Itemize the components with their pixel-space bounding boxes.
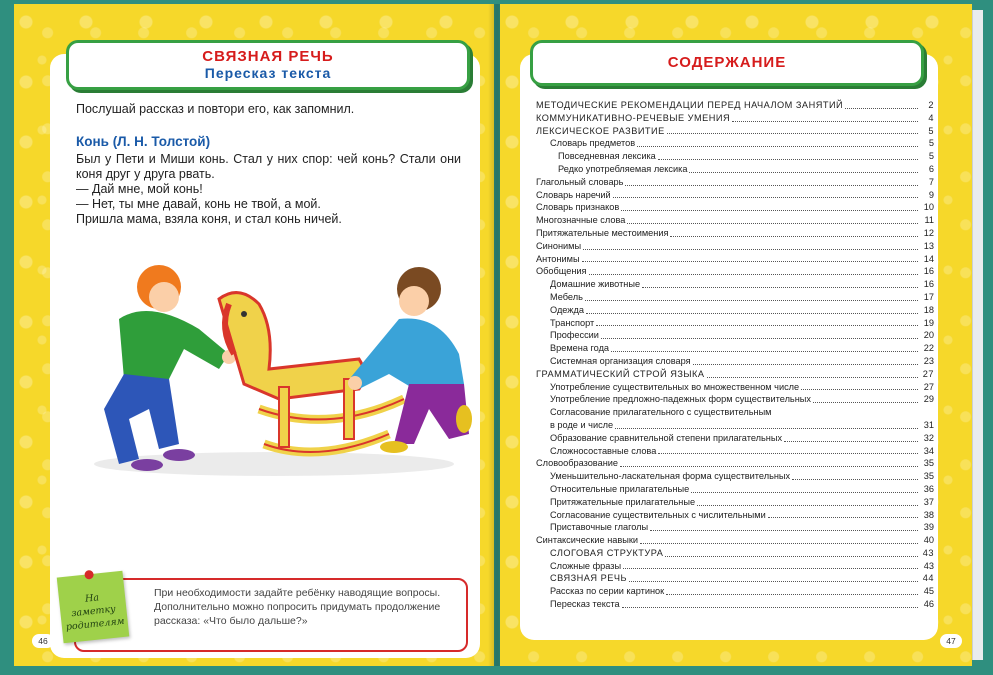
toc-entry [536, 368, 934, 381]
toc-leader-dots [693, 364, 918, 365]
toc-entry-label: Повседневная лексика [558, 151, 656, 162]
toc-entry-page: 6 [928, 163, 934, 174]
sticky-note-label [57, 571, 130, 644]
toc-leader-dots [585, 300, 918, 301]
toc-entry-label: Домашние животные [550, 279, 641, 290]
toc-entry-label: Словарь признаков [536, 202, 620, 213]
toc-entry-label: Согласование прилагательного с существительным [550, 407, 772, 418]
toc-entry [536, 240, 934, 253]
toc-entry [536, 534, 934, 547]
toc-entry-label: Синтаксические навыки [536, 535, 639, 546]
story-title: Конь (Л. Н. Толстой) [76, 134, 211, 149]
toc-entry [536, 291, 934, 304]
toc-entry [536, 150, 934, 163]
toc-entry-label: Пересказ текста [550, 599, 620, 610]
toc-entry [536, 509, 934, 522]
toc-entry [536, 214, 934, 227]
toc-entry [536, 112, 934, 125]
toc-entry-label: Притяжательные прилагательные [550, 496, 696, 507]
page-number-right: 47 [940, 634, 962, 648]
toc-leader-dots [792, 479, 918, 480]
right-page-header [530, 40, 924, 86]
toc-entry-label: Согласование существительных с числительными [550, 509, 766, 520]
boy-left-figure [104, 265, 236, 471]
toc-entry-page: 5 [928, 138, 934, 149]
right-page [500, 4, 972, 666]
section-title: СВЯЗНАЯ РЕЧЬ [202, 48, 334, 65]
sticky-note-text: На заметку родителям [65, 592, 126, 633]
toc-leader-dots [801, 389, 918, 390]
toc-entry [536, 304, 934, 317]
toc-entry-page: 31 [923, 419, 934, 430]
toc-entry [536, 381, 934, 394]
toc-leader-dots [637, 146, 918, 147]
story-line: — Нет, ты мне давай, конь не твой, а мой. [76, 197, 321, 211]
toc-leader-dots [784, 441, 918, 442]
toc-entry-page: 18 [923, 304, 934, 315]
toc-entry [536, 419, 934, 432]
toc-leader-dots [621, 210, 918, 211]
toc-leader-dots [589, 274, 918, 275]
toc-entry-label: СЛОГОВАЯ СТРУКТУРА [550, 547, 664, 558]
toc-entry-page: 45 [923, 586, 934, 597]
page-number-left: 46 [32, 634, 54, 648]
toc-entry-page: 37 [923, 496, 934, 507]
toc-entry [536, 406, 934, 419]
toc-entry [536, 329, 934, 342]
story-line: Был у Пети и Миши конь. Стал у них спор: чей конь? Стали они коня друг у друга рвать. [76, 152, 461, 181]
toc-entry-label: Словообразование [536, 458, 619, 469]
toc-entry [536, 189, 934, 202]
toc-entry-page: 17 [923, 291, 934, 302]
toc-entry-page: 27 [923, 381, 934, 392]
toc-leader-dots [658, 453, 918, 454]
toc-entry-label: Уменьшительно-ласкательная форма существительных [550, 471, 791, 482]
toc-leader-dots [611, 351, 918, 352]
story-line: — Дай мне, мой конь! [76, 182, 203, 196]
left-page-header [66, 40, 470, 90]
toc-entry-page: 19 [923, 317, 934, 328]
toc-entry [536, 521, 934, 534]
toc-entry [536, 445, 934, 458]
left-page [14, 4, 494, 666]
toc-entry [536, 227, 934, 240]
toc-leader-dots [650, 530, 918, 531]
toc-entry-page: 5 [928, 125, 934, 136]
toc-leader-dots [586, 313, 918, 314]
toc-entry-label: Употребление существительных во множественном числе [550, 381, 800, 392]
toc-entry-page: 23 [923, 355, 934, 366]
toc-entry-page: 34 [923, 445, 934, 456]
toc-entry-page: 43 [922, 547, 934, 558]
section-subtitle: Пересказ текста [204, 65, 332, 81]
toc-entry-label: Антонимы [536, 253, 580, 264]
toc-entry-label: МЕТОДИЧЕСКИЕ РЕКОМЕНДАЦИИ ПЕРЕД НАЧАЛОМ ЗАНЯТИЙ [536, 100, 844, 110]
story-text [76, 152, 461, 227]
toc-entry-label: в роде и числе [550, 419, 614, 430]
toc-leader-dots [768, 517, 918, 518]
toc-leader-dots [596, 325, 918, 326]
toc-entry-page: 35 [923, 471, 934, 482]
table-of-contents [536, 99, 934, 611]
toc-leader-dots [625, 185, 918, 186]
toc-leader-dots [642, 287, 918, 288]
toc-entry-page: 16 [923, 266, 934, 277]
toc-leader-dots [732, 121, 918, 122]
toc-entry-label: Сложносоставные слова [550, 445, 657, 456]
toc-entry-page: 35 [923, 458, 934, 469]
toc-leader-dots [582, 261, 918, 262]
toc-entry-label: Образование сравнительной степени прилагательных [550, 432, 783, 443]
toc-entry [536, 253, 934, 266]
toc-entry-page: 44 [922, 573, 934, 584]
parents-note-text: При необходимости задайте ребёнку наводящие вопросы. Дополнительно можно попросить придумать продолжение рассказа: «Что было дальше?» [154, 587, 441, 627]
toc-leader-dots [613, 197, 918, 198]
toc-entry [536, 457, 934, 470]
toc-entry-page: 2 [928, 100, 934, 110]
toc-entry-label: Сложные фразы [550, 560, 622, 571]
toc-leader-dots [670, 236, 918, 237]
toc-entry-page: 13 [923, 240, 934, 251]
toc-entry [536, 265, 934, 278]
toc-leader-dots [627, 223, 918, 224]
toc-entry-page: 7 [928, 176, 934, 187]
toc-entry-label: Системная организация словаря [550, 355, 691, 366]
toc-entry-label: Одежда [550, 304, 584, 315]
toc-entry-label: Употребление предложно-падежных форм существительных [550, 394, 811, 405]
toc-entry-label: Глагольный словарь [536, 176, 624, 187]
toc-entry-page: 40 [923, 535, 934, 546]
toc-entry [536, 342, 934, 355]
toc-entry [536, 572, 934, 585]
toc-leader-dots [623, 568, 918, 569]
toc-entry [536, 99, 934, 112]
toc-leader-dots [601, 338, 918, 339]
toc-entry [536, 496, 934, 509]
parents-note-box [74, 578, 468, 652]
toc-entry [536, 483, 934, 496]
toc-entry-label: Транспорт [550, 317, 595, 328]
toc-leader-dots [707, 377, 918, 378]
toc-entry [536, 393, 934, 406]
toc-leader-dots [666, 594, 918, 595]
story-line: Пришла мама, взяла коня, и стал конь ничей. [76, 212, 342, 226]
toc-entry-label: ГРАММАТИЧЕСКИЙ СТРОЙ ЯЗЫКА [536, 368, 705, 379]
page-edges [972, 10, 983, 660]
toc-entry [536, 201, 934, 214]
toc-entry [536, 355, 934, 368]
toc-entry-label: Обобщения [536, 266, 587, 277]
toc-leader-dots [658, 159, 918, 160]
toc-entry [536, 125, 934, 138]
boy-right-figure [348, 267, 472, 453]
toc-entry-page: 12 [923, 227, 934, 238]
toc-entry-label: Словарь предметов [550, 138, 636, 149]
toc-leader-dots [691, 492, 918, 493]
toc-entry [536, 317, 934, 330]
toc-entry [536, 176, 934, 189]
toc-entry-label: ЛЕКСИЧЕСКОЕ РАЗВИТИЕ [536, 125, 665, 136]
toc-entry-page: 14 [923, 253, 934, 264]
toc-entry-label: КОММУНИКАТИВНО-РЕЧЕВЫЕ УМЕНИЯ [536, 112, 731, 123]
toc-entry-page: 29 [923, 394, 934, 405]
toc-entry-label: Приставочные глаголы [550, 522, 649, 533]
toc-leader-dots [629, 581, 918, 582]
toc-entry-page: 38 [923, 509, 934, 520]
toc-leader-dots [689, 172, 918, 173]
toc-entry-label: Времена года [550, 343, 610, 354]
contents-title: СОДЕРЖАНИЕ [667, 54, 787, 71]
toc-entry-label: Синонимы [536, 240, 582, 251]
toc-entry-page: 46 [923, 599, 934, 610]
toc-entry-page: 10 [923, 202, 934, 213]
toc-entry [536, 470, 934, 483]
toc-entry-page: 39 [923, 522, 934, 533]
toc-leader-dots [583, 249, 918, 250]
illustration-two-boys-rocking-horse [69, 259, 479, 484]
toc-entry-page: 32 [923, 432, 934, 443]
pushpin-icon [84, 570, 94, 580]
toc-entry-page: 43 [923, 560, 934, 571]
toc-leader-dots [615, 428, 918, 429]
toc-entry [536, 585, 934, 598]
toc-entry-label: Многозначные слова [536, 215, 626, 226]
toc-entry-label: Профессии [550, 330, 599, 341]
toc-entry-page: 16 [923, 279, 934, 290]
toc-entry-page: 36 [923, 483, 934, 494]
toc-entry-label: Притяжательные местоимения [536, 227, 669, 238]
toc-leader-dots [667, 133, 918, 134]
toc-entry [536, 163, 934, 176]
toc-entry [536, 560, 934, 573]
toc-entry [536, 547, 934, 560]
toc-leader-dots [813, 402, 918, 403]
toc-leader-dots [697, 505, 918, 506]
toc-entry-label: СВЯЗНАЯ РЕЧЬ [550, 573, 628, 584]
toc-entry-page: 5 [928, 151, 934, 162]
toc-entry-page: 22 [923, 343, 934, 354]
toc-leader-dots [640, 543, 918, 544]
toc-entry-page: 4 [928, 112, 934, 123]
toc-entry-label: Рассказ по серии картинок [550, 586, 665, 597]
toc-entry-label: Редко употребляемая лексика [558, 163, 688, 174]
toc-entry-label: Словарь наречий [536, 189, 611, 200]
toc-entry-page: 20 [923, 330, 934, 341]
toc-leader-dots [622, 607, 918, 608]
toc-entry [536, 432, 934, 445]
toc-leader-dots [845, 108, 918, 109]
toc-entry-label: Мебель [550, 291, 583, 302]
toc-entry [536, 598, 934, 611]
toc-entry [536, 278, 934, 291]
toc-leader-dots [665, 556, 918, 557]
toc-entry-page: 27 [922, 368, 934, 379]
toc-entry-page: 9 [928, 189, 934, 200]
toc-entry [536, 137, 934, 150]
toc-leader-dots [620, 466, 918, 467]
toc-entry-label: Относительные прилагательные [550, 483, 690, 494]
toc-entry-page: 11 [924, 215, 934, 226]
instruction-text: Послушай рассказ и повтори его, как запомнил. [76, 102, 355, 116]
